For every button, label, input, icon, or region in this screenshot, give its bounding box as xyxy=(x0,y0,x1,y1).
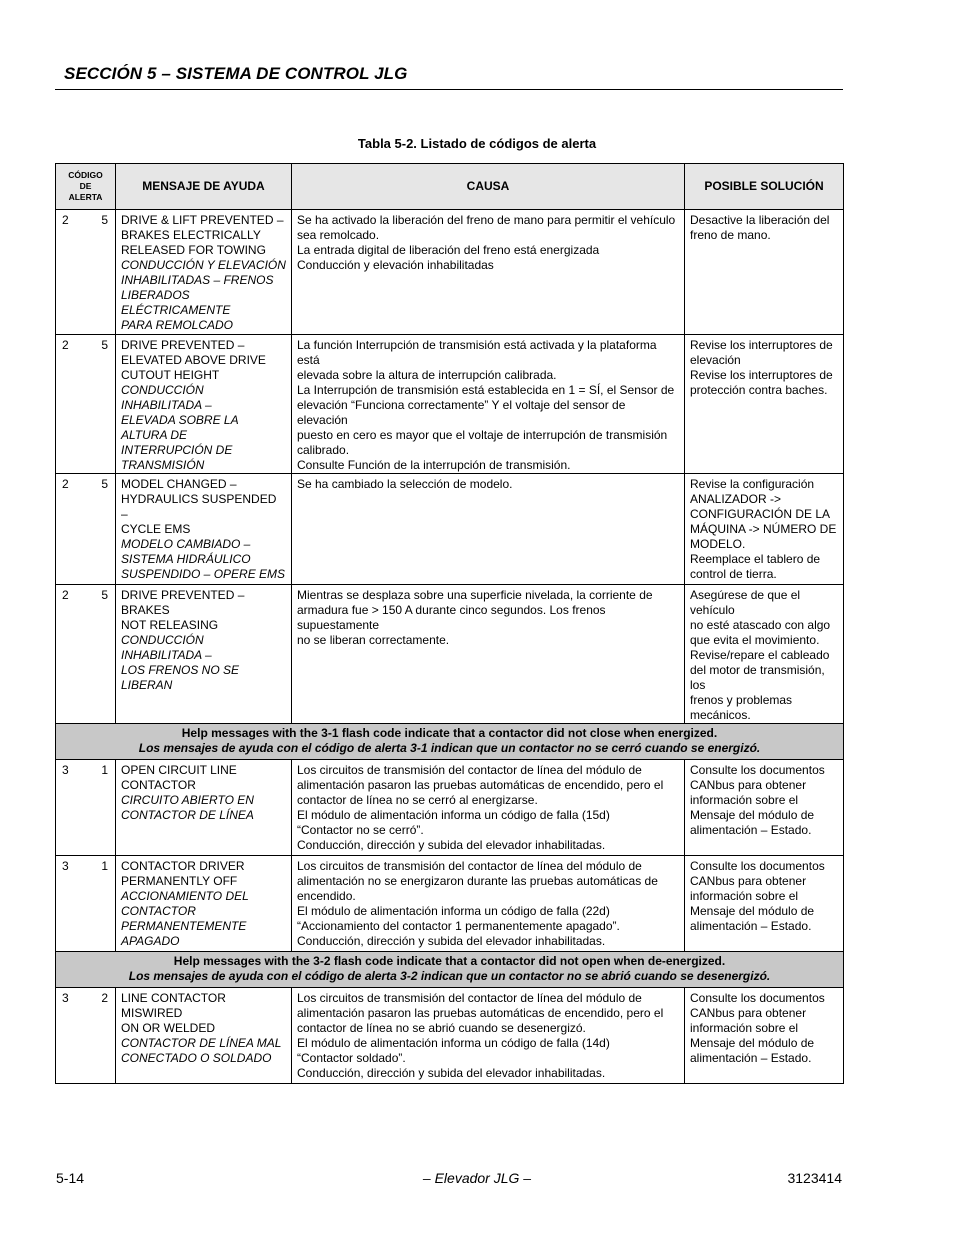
help-message-cell xyxy=(116,760,292,856)
cell-text-line: CONDUCCIÓN INHABILITADA – xyxy=(121,383,212,412)
cause-cell xyxy=(292,210,685,335)
cell-text-line: alimentación – Estado. xyxy=(690,823,812,837)
cell-text-line: LIBERADOS ELÉCTRICAMENTE xyxy=(121,288,231,317)
cell-text-line: MODELO CAMBIADO – xyxy=(121,537,251,551)
cause-cell xyxy=(292,474,685,585)
cell-text-line: CANbus para obtener xyxy=(690,1006,807,1020)
section-separator-row xyxy=(56,952,844,988)
cell-text-line: CANbus para obtener xyxy=(690,778,807,792)
cell-text-line: SUSPENDIDO – OPERE EMS xyxy=(121,567,286,581)
table-row xyxy=(56,210,844,335)
cell-text-line: control de tierra. xyxy=(690,567,777,581)
column-header-code-line: ALERTA xyxy=(68,192,103,202)
cell-text-line: DRIVE PREVENTED – BRAKES xyxy=(121,588,245,617)
cell-text-line: El módulo de alimentación informa un código de falla (15d) xyxy=(297,808,610,822)
cell-text-line: alimentación no se energizaron durante las pruebas automáticas de xyxy=(297,874,658,888)
cell-text-line: Se ha activado la liberación del freno de mano para permitir el vehículo xyxy=(297,213,676,227)
cell-text-line: La Interrupción de transmisión está establecida en 1 = SÍ, el Sensor de xyxy=(297,383,675,397)
footer-page-number: 5-14 xyxy=(56,1170,85,1186)
cell-text-line: alimentación pasaron las pruebas automáticas de encendido, pero el xyxy=(297,778,664,792)
alert-code-digit: 3 xyxy=(62,763,69,777)
cell-text-line: alimentación pasaron las pruebas automáticas de encendido, pero el xyxy=(297,1006,664,1020)
cell-text-line: CONTACTOR DE LÍNEA MAL xyxy=(121,1036,282,1050)
alert-code-digit: 2 xyxy=(62,588,69,602)
alert-code-digit: 1 xyxy=(101,859,108,873)
alert-code-digit: 5 xyxy=(101,338,108,352)
cell-text-line: CONTACTOR DRIVER xyxy=(121,859,245,873)
column-header-cause: CAUSA xyxy=(292,164,685,210)
cell-text-line: CONDUCCIÓN Y ELEVACIÓN xyxy=(121,258,286,272)
cell-text-line: alimentación – Estado. xyxy=(690,919,812,933)
column-header-solution: POSIBLE SOLUCIÓN xyxy=(685,164,844,210)
alert-code-digit: 2 xyxy=(62,213,69,227)
cell-text-line: Consulte los documentos xyxy=(690,763,825,777)
column-header-code xyxy=(56,164,116,210)
cell-text-line: “Accionamiento del contactor 1 permanentemente apagado”. xyxy=(297,919,620,933)
cell-text-line: SISTEMA HIDRÁULICO xyxy=(121,552,251,566)
cell-text-line: elevación “Funciona correctamente” Y el voltaje del sensor de elevación xyxy=(297,398,626,427)
alert-code-digit: 5 xyxy=(101,213,108,227)
cell-text-line: frenos y problemas xyxy=(690,693,793,707)
cell-text-line: Los circuitos de transmisión del contactor de línea del módulo de xyxy=(297,763,642,777)
cell-text-line: Conducción, dirección y subida del elevador inhabilitadas. xyxy=(297,838,606,852)
cell-text-line: PERMANENTLY OFF xyxy=(121,874,238,888)
cell-text-line: Los circuitos de transmisión del contactor de línea del módulo de xyxy=(297,859,642,873)
alert-code-cell xyxy=(56,585,116,724)
help-message-cell xyxy=(116,210,292,335)
alert-code-digit: 2 xyxy=(62,338,69,352)
table-row xyxy=(56,335,844,474)
cell-text-line: ELEVADA SOBRE LA ALTURA DE xyxy=(121,413,239,442)
cell-text-line: TRANSMISIÓN xyxy=(121,458,205,472)
cell-text-line: Revise los interruptores de xyxy=(690,338,833,352)
alert-code-digit: 1 xyxy=(101,763,108,777)
cell-text-line: CONECTADO O SOLDADO xyxy=(121,1051,272,1065)
cell-text-line: CONDUCCIÓN INHABILITADA – xyxy=(121,633,212,662)
cell-text-line: ON OR WELDED xyxy=(121,1021,216,1035)
cell-text-line: La entrada digital de liberación del freno está energizada xyxy=(297,243,600,257)
footer-title: – Elevador JLG – xyxy=(422,1170,532,1186)
cell-text-line: CONTACTOR DE LÍNEA xyxy=(121,808,254,822)
solution-cell xyxy=(685,988,844,1084)
cell-text-line: “Contactor soldado”. xyxy=(297,1051,406,1065)
cell-text-line: Consulte los documentos xyxy=(690,859,825,873)
cell-text-line: Consulte los documentos xyxy=(690,991,825,1005)
cell-text-line: Asegúrese de que el vehículo xyxy=(690,588,801,617)
cell-text-line: DRIVE & LIFT PREVENTED – xyxy=(121,213,284,227)
cell-text-line: mecánicos. xyxy=(690,708,751,722)
cell-text-line: encendido. xyxy=(297,889,356,903)
column-header-message: MENSAJE DE AYUDA xyxy=(116,164,292,210)
cell-text-line: PARA REMOLCADO xyxy=(121,318,234,332)
table-row xyxy=(56,856,844,952)
solution-cell xyxy=(685,585,844,724)
cell-text-line: alimentación – Estado. xyxy=(690,1051,812,1065)
help-message-cell xyxy=(116,585,292,724)
help-message-cell xyxy=(116,856,292,952)
cell-text-line: del motor de transmisión, los xyxy=(690,663,825,692)
separator-cell xyxy=(56,724,844,760)
table-body xyxy=(56,210,844,1084)
alert-code-cell xyxy=(56,856,116,952)
cell-text-line: Revise/repare el cableado xyxy=(690,648,830,662)
cell-text-line: información sobre el xyxy=(690,889,799,903)
cell-text-line: protección contra baches. xyxy=(690,383,828,397)
alert-code-cell xyxy=(56,988,116,1084)
header-rule xyxy=(55,89,843,90)
alert-codes-table xyxy=(55,163,844,1084)
cell-text-line: ELEVATED ABOVE DRIVE xyxy=(121,353,266,367)
cell-text-line: BRAKES ELECTRICALLY xyxy=(121,228,261,242)
separator-text-en: Help messages with the 3-1 flash code indicate that a contactor did not close when energized. xyxy=(181,726,718,740)
cell-text-line: Mensaje del módulo de xyxy=(690,904,815,918)
cell-text-line: no se liberan correctamente. xyxy=(297,633,450,647)
cell-text-line: LINE CONTACTOR MISWIRED xyxy=(121,991,226,1020)
cell-text-line: “Contactor no se cerró”. xyxy=(297,823,424,837)
cell-text-line: RELEASED FOR TOWING xyxy=(121,243,266,257)
cell-text-line: Se ha cambiado la selección de modelo. xyxy=(297,477,513,491)
cell-text-line: CONTACTOR xyxy=(121,904,196,918)
help-message-cell xyxy=(116,335,292,474)
cause-cell xyxy=(292,988,685,1084)
cell-text-line: información sobre el xyxy=(690,1021,799,1035)
table-row xyxy=(56,760,844,856)
cell-text-line: CYCLE EMS xyxy=(121,522,191,536)
cell-text-line: elevada sobre la altura de interrupción calibrada. xyxy=(297,368,557,382)
separator-cell xyxy=(56,952,844,988)
cell-text-line: NOT RELEASING xyxy=(121,618,219,632)
alert-code-cell xyxy=(56,474,116,585)
column-header-code-line: CÓDIGO xyxy=(68,170,103,180)
alert-code-cell xyxy=(56,210,116,335)
help-message-cell xyxy=(116,474,292,585)
cell-text-line: puesto en cero es mayor que el voltaje de interrupción de transmisión xyxy=(297,428,668,442)
alert-code-digit: 3 xyxy=(62,859,69,873)
cell-text-line: INTERRUPCIÓN DE xyxy=(121,443,233,457)
cell-text-line: Reemplace el tablero de xyxy=(690,552,821,566)
cause-cell xyxy=(292,760,685,856)
table-row xyxy=(56,474,844,585)
cell-text-line: Mientras se desplaza sobre una superficie nivelada, la corriente de xyxy=(297,588,653,602)
cell-text-line: Mensaje del módulo de xyxy=(690,808,815,822)
cell-text-line: información sobre el xyxy=(690,793,799,807)
cell-text-line: Desactive la liberación del xyxy=(690,213,830,227)
cell-text-line: Mensaje del módulo de xyxy=(690,1036,815,1050)
cell-text-line: DRIVE PREVENTED – xyxy=(121,338,245,352)
cell-text-line: CIRCUITO ABIERTO EN xyxy=(121,793,254,807)
cell-text-line: Conducción, dirección y subida del elevador inhabilitadas. xyxy=(297,1066,606,1080)
cell-text-line: CONTACTOR xyxy=(121,778,196,792)
cell-text-line: Los circuitos de transmisión del contactor de línea del módulo de xyxy=(297,991,642,1005)
alert-code-cell xyxy=(56,760,116,856)
cause-cell xyxy=(292,585,685,724)
cell-text-line: no esté atascado con algo xyxy=(690,618,831,632)
cell-text-line: freno de mano. xyxy=(690,228,771,242)
cell-text-line: armadura fue > 150 A durante cinco segundos. Los frenos supuestamente xyxy=(297,603,606,632)
solution-cell xyxy=(685,335,844,474)
cell-text-line: calibrado. xyxy=(297,443,350,457)
footer-doc-number: 3123414 xyxy=(787,1170,842,1186)
cell-text-line: El módulo de alimentación informa un código de falla (22d) xyxy=(297,904,610,918)
cell-text-line: Conducción y elevación inhabilitadas xyxy=(297,258,494,272)
alert-code-digit: 2 xyxy=(62,477,69,491)
cell-text-line: CANbus para obtener xyxy=(690,874,807,888)
table-row xyxy=(56,988,844,1084)
section-title: SECCIÓN 5 – SISTEMA DE CONTROL JLG xyxy=(64,64,408,83)
cell-text-line: contactor de línea no se cerró al energizarse. xyxy=(297,793,538,807)
cell-text-line: MÁQUINA -> NÚMERO DE xyxy=(690,522,837,536)
cell-text-line: Conducción, dirección y subida del elevador inhabilitadas. xyxy=(297,934,606,948)
separator-text-en: Help messages with the 3-2 flash code indicate that a contactor did not open when de-energized. xyxy=(173,954,726,968)
solution-cell xyxy=(685,760,844,856)
column-header-code-line: DE xyxy=(79,181,92,191)
alert-code-cell xyxy=(56,335,116,474)
alert-code-digit: 2 xyxy=(101,991,108,1005)
cell-text-line: sea remolcado. xyxy=(297,228,380,242)
solution-cell xyxy=(685,210,844,335)
cell-text-line: MODEL CHANGED – xyxy=(121,477,237,491)
section-separator-row xyxy=(56,724,844,760)
cell-text-line: CONFIGURACIÓN DE LA xyxy=(690,507,831,521)
cell-text-line: INHABILITADAS – FRENOS xyxy=(121,273,274,287)
cell-text-line: Revise la configuración xyxy=(690,477,815,491)
separator-text-es: Los mensajes de ayuda con el código de alerta 3-1 indican que un contactor no se cerró cuando se energizó. xyxy=(138,741,761,755)
alert-code-digit: 5 xyxy=(101,477,108,491)
cell-text-line: contactor de línea no se abrió cuando se desenergizó. xyxy=(297,1021,586,1035)
table-header-row xyxy=(56,164,844,210)
cell-text-line: ACCIONAMIENTO DEL xyxy=(121,889,249,903)
cell-text-line: HYDRAULICS SUSPENDED – xyxy=(121,492,277,521)
help-message-cell xyxy=(116,988,292,1084)
cell-text-line: MODELO. xyxy=(690,537,746,551)
separator-text-es: Los mensajes de ayuda con el código de alerta 3-2 indican que un contactor no se abrió cuando se desenergizó. xyxy=(128,969,771,983)
cell-text-line: Revise los interruptores de xyxy=(690,368,833,382)
cell-text-line: PERMANENTEMENTE APAGADO xyxy=(121,919,247,948)
alert-code-digit: 3 xyxy=(62,991,69,1005)
alert-code-digit: 5 xyxy=(101,588,108,602)
cell-text-line: LOS FRENOS NO SE LIBERAN xyxy=(121,663,240,692)
solution-cell xyxy=(685,856,844,952)
cell-text-line: Consulte Función de la interrupción de transmisión. xyxy=(297,458,571,472)
cell-text-line: CUTOUT HEIGHT xyxy=(121,368,220,382)
cell-text-line: ANALIZADOR -> xyxy=(690,492,782,506)
cell-text-line: que evita el movimiento. xyxy=(690,633,820,647)
solution-cell xyxy=(685,474,844,585)
cell-text-line: El módulo de alimentación informa un código de falla (14d) xyxy=(297,1036,610,1050)
cause-cell xyxy=(292,856,685,952)
cell-text-line: OPEN CIRCUIT LINE xyxy=(121,763,237,777)
table-caption: Tabla 5-2. Listado de códigos de alerta xyxy=(357,136,597,151)
cell-text-line: elevación xyxy=(690,353,741,367)
cell-text-line: La función Interrupción de transmisión está activada y la plataforma está xyxy=(297,338,657,367)
table-row xyxy=(56,585,844,724)
cause-cell xyxy=(292,335,685,474)
